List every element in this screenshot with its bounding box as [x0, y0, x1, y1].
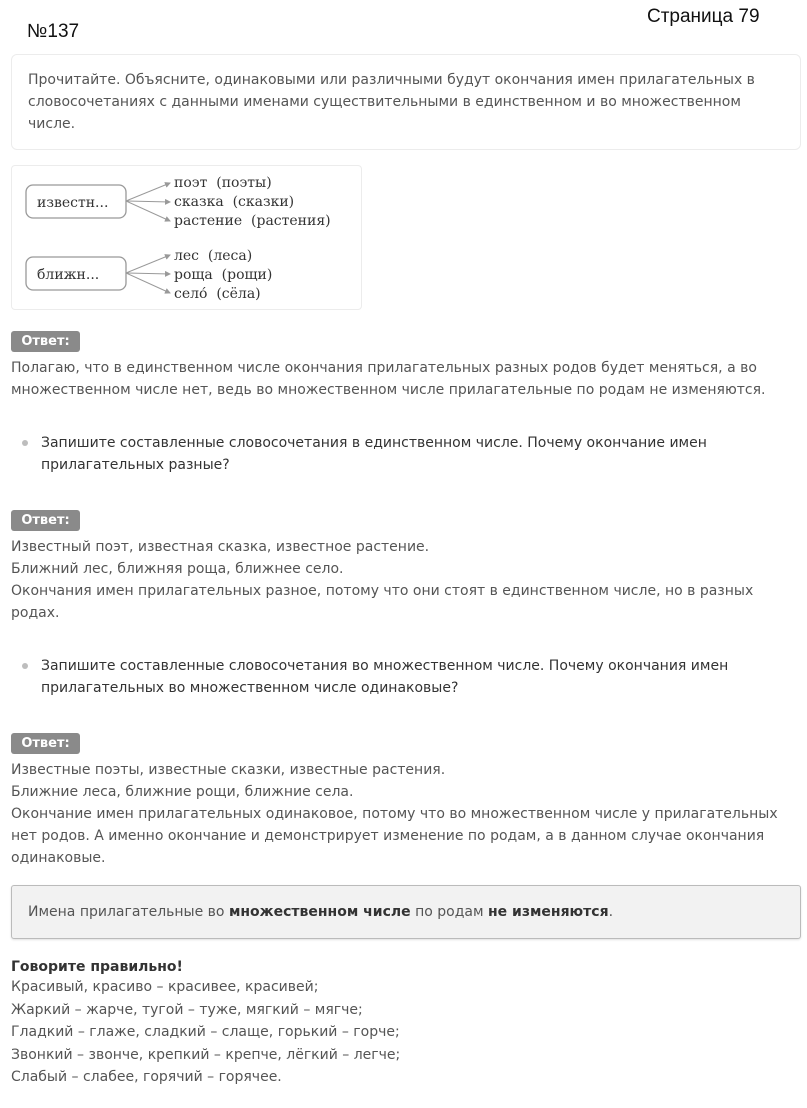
- speak-line-4: Звонкий – звонче, крепкий – крепче, лёгкий – легче;: [11, 1046, 401, 1063]
- task-number: №137: [27, 21, 80, 42]
- answer-2-line-2: Ближний лес, ближняя роща, ближнее село.: [11, 561, 344, 577]
- noun-2-2: роща (рощи): [174, 267, 273, 283]
- stem-2: ближн...: [37, 267, 100, 283]
- answer-badge-2: Ответ:: [11, 510, 80, 531]
- word-scheme: [11, 165, 362, 310]
- speak-line-1: Красивый, красиво – красивее, красивей;: [11, 979, 319, 995]
- rule-part-3: .: [608, 904, 614, 920]
- speak-title: Говорите правильно!: [11, 959, 183, 975]
- speak-list: [11, 976, 796, 1089]
- task-card: [11, 54, 801, 150]
- arrow: [126, 273, 170, 274]
- speak-line-3: Гладкий – глаже, сладкий – слаще, горький – горче;: [11, 1024, 400, 1040]
- bullet: [22, 440, 28, 446]
- stem-1: известн...: [37, 195, 109, 211]
- speak-line-2: Жаркий – жарче, тугой – туже, мягкий – мягче;: [11, 1001, 363, 1018]
- arrow: [126, 183, 170, 201]
- noun-2-3: село́ (сёла): [174, 286, 261, 302]
- noun-2-1: лес (леса): [174, 248, 253, 264]
- answer-badge-1: Ответ:: [11, 331, 80, 352]
- rule-box: [11, 885, 801, 939]
- answer-3-line-3: Окончание имен прилагательных одинаковое, потому что во множественном числе у прилагательных нет родов. А именно окончание и демонстрирует изменение по родам, а в данном случае окончания одинаковые.: [11, 806, 778, 866]
- rule-part-2: по родам: [410, 904, 488, 920]
- question-1: Запишите составленные словосочетания в единственном числе. Почему окончание имен прилагательных разные?: [41, 435, 707, 473]
- answer-badge-3: Ответ:: [11, 733, 80, 754]
- answer-3: [11, 759, 796, 869]
- rule-part-1: Имена прилагательные во: [28, 904, 229, 920]
- rule-bold-2: не изменяются: [487, 904, 609, 920]
- speak-line-5: Слабый – слабее, горячий – горячее.: [11, 1069, 282, 1085]
- answer-2-line-1: Известный поэт, известная сказка, известное растение.: [11, 539, 430, 555]
- answer-1: [11, 357, 796, 401]
- page-number: Страница 79: [647, 6, 760, 27]
- answer-3-line-2: Ближние леса, ближние рощи, ближние села.: [11, 784, 354, 800]
- question-2: Запишите составленные словосочетания во множественном числе. Почему окончания имен прилагательных во множественном числе одинаковые?: [41, 658, 729, 696]
- noun-1-3: растение (растения): [174, 213, 331, 229]
- scheme-drawing: [12, 166, 363, 311]
- arrow: [126, 273, 170, 293]
- noun-1-2: сказка (сказки): [174, 194, 295, 210]
- arrow: [126, 255, 170, 273]
- arrow: [126, 201, 170, 221]
- answer-2-line-3: Окончания имен прилагательных разное, потому что они стоят в единственном числе, но в разных родах.: [11, 583, 754, 621]
- noun-1-1: поэт (поэты): [174, 175, 272, 191]
- task-text: Прочитайте. Объясните, одинаковыми или различными будут окончания имен прилагательных в словосочетаниях с данными именами существительными в единственном и во множественном числе.: [28, 72, 755, 132]
- answer-2: [11, 536, 796, 624]
- rule-bold-1: множественном числе: [228, 904, 411, 920]
- arrow: [126, 201, 170, 202]
- bullet: [22, 663, 28, 669]
- answer-3-line-1: Известные поэты, известные сказки, известные растения.: [11, 762, 446, 778]
- answer-1-text: Полагаю, что в единственном числе окончания прилагательных разных родов будет меняться, а во множественном числе нет, ведь во множественном числе прилагательные по родам не изменяются.: [11, 360, 766, 398]
